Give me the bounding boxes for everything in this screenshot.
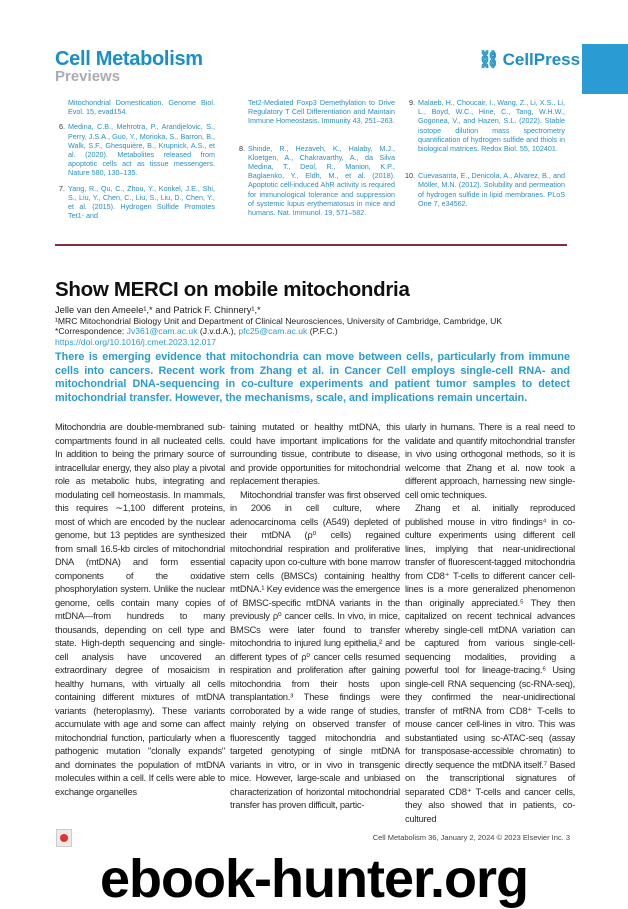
reference[interactable]: [235, 144, 395, 218]
affiliation: ¹MRC Mitochondrial Biology Unit and Department of Clinical Neurosciences, University of Cambridge, Cambridge, UK: [55, 315, 503, 326]
ref-text: Malaeb, H., Choucair, I., Wang, Z., Li, X.S., Li, L., Boyd, W.C., Hine, C., Tang, W.H.W., Gogonea, V., and Hazen, S.L. (2022). Stable isotope dilution mass spectrometry quantification of hydrogen sulfide and thiols in biological matrices. Redox Biol. 55, 102401.: [418, 98, 565, 154]
cellpress-logo[interactable]: [478, 50, 580, 70]
body-column-3: [405, 420, 575, 825]
doi-link[interactable]: https://doi.org/10.1016/j.cmet.2023.12.017: [55, 336, 217, 347]
email-link-1[interactable]: Jv361@cam.ac.uk: [126, 326, 198, 336]
article-title: Show MERCI on mobile mitochondria: [55, 278, 410, 301]
ref-number: [55, 98, 65, 116]
paragraph: taining mutated or healthy mtDNA, this could have important implications for the surrounding tissue, contribute to disease, and provide opportunities for mitochondrial replacement therapies.: [230, 421, 400, 486]
correspondence: [55, 326, 502, 337]
references-col-3: [405, 98, 565, 214]
ref-text: Mitochondrial Domestication. Genome Biol. Evol. 15, evad154.: [68, 98, 215, 117]
page-tab: [582, 44, 628, 94]
paragraph: ularly in humans. There is a real need to validate and quantify mitochondrial transfer in vivo using orthogonal methods, so it is welcome that Zhang et al. now took a different approach, harnessing new single-cell omic techniques.: [405, 421, 575, 500]
paragraph: Mitochondria are double-membraned sub-compartments found in all nucleated cells. In addition to being the primary source of intracellular energy, they also play a pivotal role as metabolic hubs, integrating and modulating cell homeostasis. In mammals, this requires ∼1,100 different proteins, most of which are encoded by the nuclear genome, but 13 peptides are synthesized from small 16.5-kb circles of mitochondrial DNA (mtDNA) and form essential components of the oxidative phosphorylation system. Unlike the nuclear genome, cells contain many copies of mtDNA—from hundreds to many thousands, depending on cell type and state. High-depth sequencing and single-cell analysis have uncovered an extraordinary degree of mosaicism in healthy humans, with virtually all cells containing different mixtures of mtDNA variants (heteroplasmy). These variants accumulate with age and some can affect mitochondrial function, particularly when a pathogenic mutation "clonally expands" and dominates the population of mtDNA molecules within a cell. If cells were able to exchange organelles: [55, 421, 225, 797]
body-column-1: [55, 420, 225, 798]
ref-number: 8.: [239, 143, 245, 153]
authors: Jelle van den Ameele¹,* and Patrick F. Chinnery¹,*: [55, 305, 261, 315]
journal-title: Cell Metabolism: [55, 48, 203, 70]
email-owner-1: (J.v.d.A.),: [197, 326, 239, 336]
author-block: [55, 305, 502, 347]
publisher-name: CellPress: [502, 50, 581, 69]
paragraph: Zhang et al. initially reproduced published mouse in vitro findings⁴ in co-culture experiments using different cell lines, implying that near-unidirectional transfer of fluorescent-tagged mitochondria from CD8⁺ T-cells to different cancer cell-lines is a more generalized phenomenon than originally appreciated.⁵ They then capitalized on recent technical advances whereby single-cell mtDNA variation can be captured from various single-cell-sequencing modalities, providing a powerful tool for lineage-tracing.⁶ Using single-cell RNA sequencing (sc-RNA-seq), they confirmed the near-unidirectional transfer of mtRNA from CD8⁺ T-cells to mouse cancer cell-lines in vitro. This was substantiated using sc-ATAC-seq (assay for transposase-accessible chromatin) to directly sequence the mtDNA itself.⁷ Based on the transcriptional signatures of separated CD8⁺ T-cells and cancer cells, they also showed that in patients, co-cultured: [405, 502, 575, 824]
email-owner-2: (P.F.C.): [307, 326, 338, 336]
ref-text: Yang, R., Qu, C., Zhou, Y., Konkel, J.E., Shi, S., Liu, Y., Chen, C., Liu, S., Liu, D., Chen, Y., et al. (2015). Hydrogen Sulfide Promotes Tet1- and: [68, 183, 215, 221]
references-col-2: [235, 98, 395, 223]
reference[interactable]: [405, 98, 565, 153]
reference[interactable]: [55, 98, 215, 116]
ref-text: Medina, C.B., Mehrotra, P., Arandjelovic, S., Perry, J.S.A., Guo, Y., Morioka, S., Barron, B., Walk, S.F., Ghesquière, B., Krupnick, A.S., et al. (2020). Metabolites released from apoptotic cells act as tissue messengers. Nature 580, 130–135.: [68, 122, 215, 178]
ref-number: 10.: [405, 171, 415, 181]
reference[interactable]: [405, 171, 565, 208]
ref-number: 9.: [409, 98, 415, 107]
watermark: ebook-hunter.org: [100, 849, 528, 909]
reference[interactable]: [55, 184, 215, 221]
abstract: There is emerging evidence that mitochondria can move between cells, particularly from immune cells into cancers. Recent work from Zhang et al. in Cancer Cell employs single-cell RNA- and mitochondrial DNA-sequencing in co-culture experiments and patient tumor samples to detect mitochondrial transfer. However, the mechanisms, scale, and implications remain uncertain.: [55, 351, 570, 404]
section-divider: [55, 244, 567, 246]
cellpress-link-icon: ⛓: [478, 50, 500, 69]
ref-text: Shinde, R., Hezaveh, K., Halaby, M.J., Kloetgen, A., Chakravarthy, A., da Silva Medina, T., Deol, R., Manion, K.P., Baglaenko, Y., Eldh, M., et al. (2018). Apoptotic cell-induced AhR activity is required for immunological tolerance and suppression of systemic lupus erythematosus in mice and humans. Nat. Immunol. 19, 571–582.: [248, 143, 395, 218]
correspondence-label: *Correspondence:: [55, 326, 127, 336]
ref-number: [235, 98, 245, 126]
ref-text: Tet2-Mediated Foxp3 Demethylation to Drive Regulatory T Cell Differentiation and Maintain Immune Homeostasis. Immunity 43, 251–263.: [248, 98, 395, 126]
paragraph: Mitochondrial transfer was first observed in 2006 in cell culture, where adenocarcinoma cells (A549) depleted of their mtDNA (ρ⁰ cells) regained mitochondrial respiration and proliferative capacity upon co-culture with bone marrow stem cells (BMSCs) containing healthy mtDNA.¹ Key evidence was the emergence of BMSC-specific mtDNA variants in the previously ρ⁰ cancer cells. In vivo, in mice, BMSCs were later found to transfer mitochondria to injured lung epithelia,² and different types of ρ⁰ cancer cells resumed respiration and proliferation after gaining mitochondria from their hosts upon transplantation.³ These findings were corroborated by a wide range of studies, mainly relying on observed transfer of fluorescently tagged mitochondria and targeted genotyping of single mtDNA variants in vitro, or in vivo in transgenic mice. However, large-scale and unbiased characterization of horizontal mitochondrial transfer has proven difficult, partic-: [230, 488, 400, 810]
body-column-2: [230, 420, 400, 812]
reference[interactable]: [55, 122, 215, 177]
page-footer: Cell Metabolism 36, January 2, 2024 © 2023 Elsevier Inc. 3: [372, 833, 570, 842]
email-link-2[interactable]: pfc25@cam.ac.uk: [238, 326, 308, 336]
references-col-1: [55, 98, 215, 226]
reference[interactable]: [235, 98, 395, 126]
section-label: Previews: [55, 68, 121, 85]
ref-number: 7.: [59, 183, 65, 193]
crossmark-icon[interactable]: [56, 829, 72, 847]
ref-text: Cuevasanta, E., Denicola, A., Alvarez, B., and Möller, M.N. (2012). Solubility and permeation of hydrogen sulfide in lipid membranes. PLoS One 7, e34562.: [418, 171, 565, 208]
ref-number: 6.: [59, 122, 65, 132]
